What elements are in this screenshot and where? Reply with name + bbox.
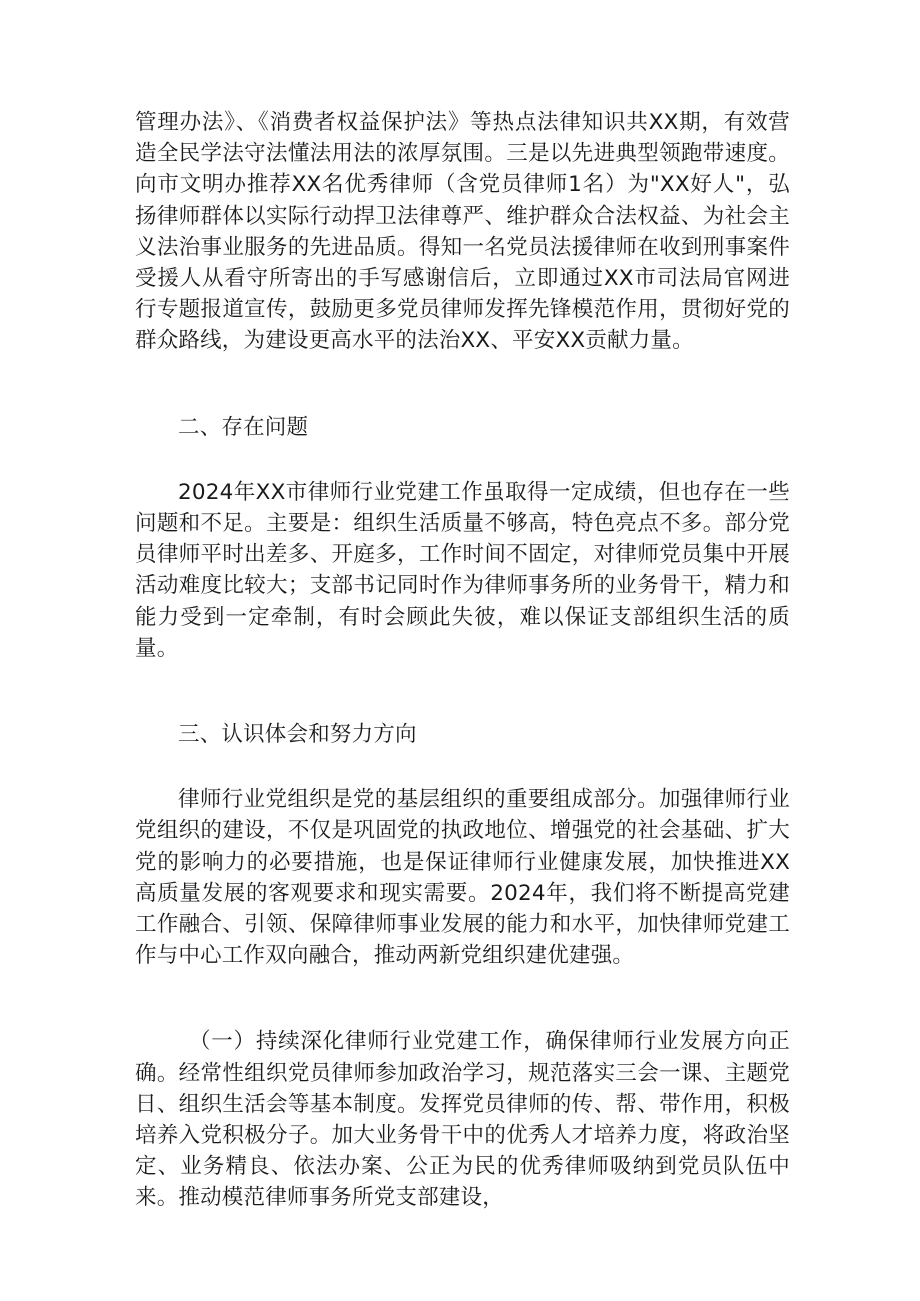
paragraph-4: （一）持续深化律师行业党建工作，确保律师行业发展方向正确。经常性组织党员律师参加政治学习，规范落实三会一课、主题党日、组织生活会等基本制度。发挥党员律师的传、帮、带作用，积极培养入党积极分子。加大业务骨干中的优秀人才培养力度，将政治坚定、业务精良、依法办案、公正为民的优秀律师吸纳到党员队伍中来。推动模范律师事务所党支部建设， [135, 1029, 790, 1211]
paragraph-3: 律师行业党组织是党的基层组织的重要组成部分。加强律师行业党组织的建设，不仅是巩固党的执政地位、增强党的社会基础、扩大党的影响力的必要措施，也是保证律师行业健康发展，加快推进XX高质量发展的客观要求和现实需要。2024年，我们将不断提高党建工作融合、引领、保障律师事业发展的能力和水平，加快律师党建工作与中心工作双向融合，推动两新党组织建优建强。 [135, 787, 790, 969]
section-heading-problems: 二、存在问题 [178, 414, 309, 440]
section-heading-direction: 三、认识体会和努力方向 [178, 722, 417, 748]
document-body [135, 107, 790, 1214]
paragraph-1: 管理办法》、《消费者权益保护法》等热点法律知识共XX期，有效营造全民学法守法懂法用法的浓厚氛围。三是以先进典型领跑带速度。向市文明办推荐XX名优秀律师（含党员律师1名）为"XX好人"，弘扬律师群体以实际行动捍卫法律尊严、维护群众合法权益、为社会主义法治事业服务的先进品质。得知一名党员法援律师在收到刑事案件受援人从看守所寄出的手写感谢信后，立即通过XX市司法局官网进行专题报道宣传，鼓励更多党员律师发挥先锋模范作用，贯彻好党的群众路线，为建设更高水平的法治XX、平安XX贡献力量。 [135, 110, 790, 354]
paragraph-2: 2024年XX市律师行业党建工作虽取得一定成绩，但也存在一些问题和不足。主要是：组织生活质量不够高，特色亮点不多。部分党员律师平时出差多、开庭多，工作时间不固定，对律师党员集中开展活动难度比较大；支部书记同时作为律师事务所的业务骨干，精力和能力受到一定牵制，有时会顾此失彼，难以保证支部组织生活的质量。 [135, 479, 790, 661]
